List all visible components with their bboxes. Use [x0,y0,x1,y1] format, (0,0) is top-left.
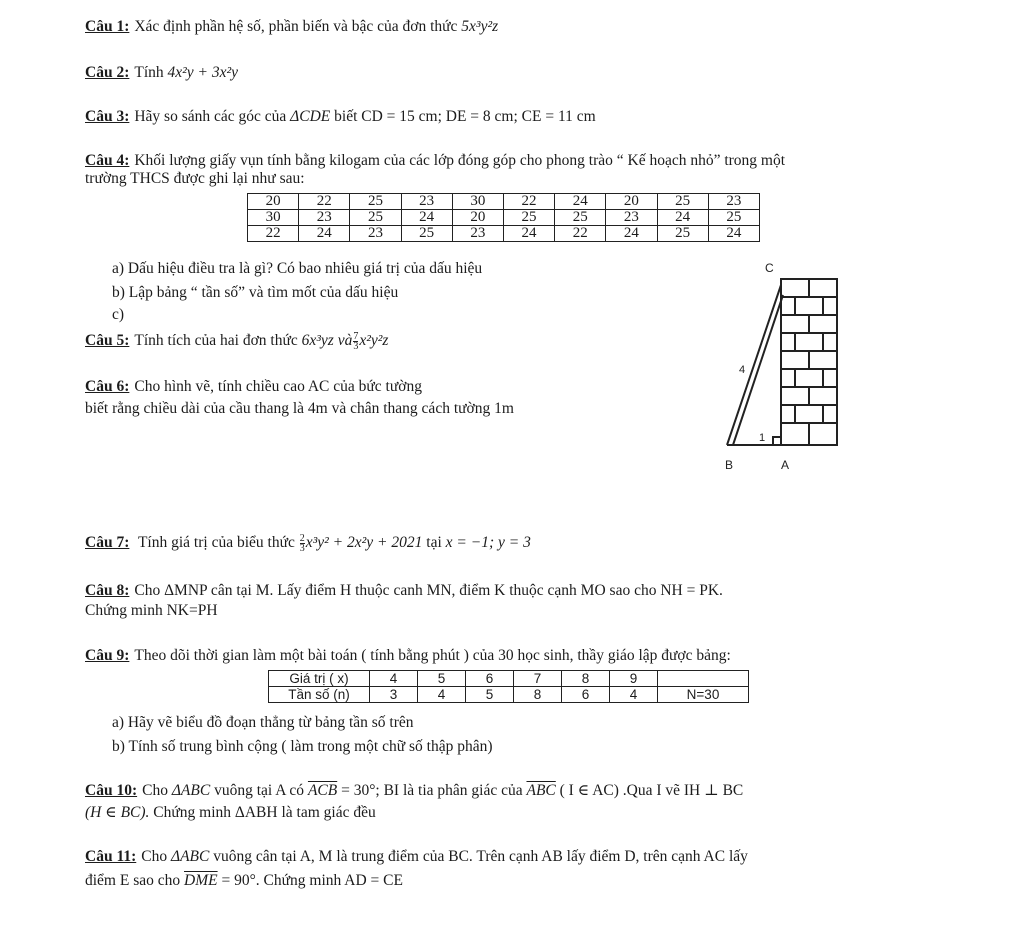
question-8 [85,582,723,600]
q4-table-cell: 30 [248,210,299,226]
question-2 [85,64,238,82]
q5-text: Tính tích của hai đơn thức [134,332,298,349]
q10-t2: vuông tại A có [214,782,305,799]
q11-line2b: = 90°. Chứng minh AD = CE [221,872,403,889]
q4-table-cell: 23 [299,210,350,226]
q9-table-cell: Tần số (n) [269,687,370,703]
q6-line1: Cho hình vẽ, tính chiều cao AC của bức tường [134,378,422,395]
q4-table-cell: 24 [401,210,452,226]
q11-line2a: điểm E sao cho [85,872,181,889]
q9-table-cell: 4 [418,687,466,703]
q9-table-cell: N=30 [658,687,749,703]
q5-fraction [353,332,358,351]
q4-table-cell: 23 [350,226,401,242]
q4-table-row [248,226,760,242]
q11-line2 [85,870,403,892]
q4-table-cell: 23 [401,194,452,210]
q6-label: Câu 6: [85,378,130,395]
q4-table-cell: 25 [657,194,708,210]
q10-angle1: $\overline{ACB}$ [307,782,338,799]
q5-frac-num: 7 [353,330,359,342]
q11-t2: vuông cân tại A, M là trung điểm của BC. Trên cạnh AB lấy điểm D, trên cạnh AC lấy [213,848,748,865]
q10-t3: = 30°; BI là tia phân giác của [341,782,523,799]
q5-frac-den: 3 [353,340,359,352]
label-b: B [725,458,734,472]
q9-table-cell: 8 [562,671,610,687]
q9-b: b) Tính số trung bình cộng ( làm trong một chữ số thập phân) [112,738,493,755]
q4-table-cell: 22 [503,194,554,210]
q9-frequency-table [268,670,749,703]
q4-table-cell: 24 [708,226,759,242]
q11-angle: $\overline{DME}$ [184,872,218,889]
q4-table-cell: 24 [555,194,606,210]
q4-table-cell: 22 [299,194,350,210]
q9-table-row [269,687,749,703]
q9-text: Theo dõi thời gian làm một bài toán ( tính bằng phút ) của 30 học sinh, thầy giáo lập được bảng: [134,647,731,664]
q4-table-cell: 22 [555,226,606,242]
q7-label: Câu 7: [85,534,130,551]
q9-a: a) Hãy vẽ biểu đồ đoạn thẳng từ bảng tần số trên [112,714,414,731]
q9-table-cell: 6 [562,687,610,703]
q4-table-cell: 22 [248,226,299,242]
q7-cond: x = −1; y = 3 [445,534,531,551]
q4-a: a) Dấu hiệu điều tra là gì? Có bao nhiêu giá trị của dấu hiệu [112,260,483,277]
question-1 [85,18,498,36]
question-10 [85,780,743,802]
q9-table-cell: 8 [514,687,562,703]
q10-line2 [85,804,376,822]
q9-table-cell: 6 [466,671,514,687]
ladder-wall-figure [715,255,855,480]
q7-at: tại [426,534,442,551]
q4-table-cell: 24 [606,226,657,242]
q5-label: Câu 5: [85,332,130,349]
q4-table-cell: 24 [657,210,708,226]
q9-table-cell: 4 [370,671,418,687]
q4-table-row [248,210,760,226]
q4-table-cell: 25 [657,226,708,242]
question-7 [85,532,531,554]
q9-table-cell: 5 [466,687,514,703]
q10-line2b: Chứng minh ΔABH là tam giác đều [153,804,376,821]
q2-text: Tính [134,64,164,81]
q1-label: Câu 1: [85,18,130,35]
q3-text: Hãy so sánh các góc của [134,108,287,125]
q11-label: Câu 11: [85,848,137,865]
q4-table-cell: 20 [248,194,299,210]
q11-t1: Cho [141,848,168,865]
q2-expr: 4x²y + 3x²y [167,64,239,81]
label-c: C [765,261,774,275]
q4-table-cell: 25 [401,226,452,242]
q10-t1: Cho [142,782,168,799]
q4-table-cell: 25 [350,210,401,226]
q4-data-table [247,193,760,242]
q10-triangle: ΔABC [171,782,211,799]
q4-table-cell: 24 [299,226,350,242]
q3-triangle: ΔCDE [290,108,331,125]
q9-table-cell [658,671,749,687]
q5-and: và [337,332,353,349]
q4-b: b) Lập bảng “ tần số” và tìm mốt của dấu hiệu [112,284,399,301]
q4-table-cell: 25 [503,210,554,226]
q9-table-cell: Giá trị ( x) [269,671,370,687]
q4-table-cell: 23 [708,194,759,210]
question-6 [85,378,422,396]
q4-table-cell: 23 [452,226,503,242]
q3-label: Câu 3: [85,108,130,125]
q5-expr2: x²y²z [359,332,389,349]
q4-line2: trường THCS được ghi lại như sau: [85,170,305,187]
q4-table-cell: 20 [452,210,503,226]
q4-table-cell: 23 [606,210,657,226]
q7-text: Tính giá trị của biểu thức [137,534,295,551]
q8-label: Câu 8: [85,582,130,599]
label-a: A [781,458,790,472]
q7-expr: x³y² + 2x²y + 2021 [305,534,423,551]
q4-table-cell: 30 [452,194,503,210]
q10-angle2: $\overline{ABC}$ [526,782,556,799]
q6-line2: biết rằng chiều dài của cầu thang là 4m và chân thang cách tường 1m [85,400,514,417]
q7-fraction [300,534,305,553]
q10-t4: ( I ∈ AC) .Qua I vẽ IH ⊥ BC [559,782,744,799]
q5-expr1: 6x³yz [301,332,334,349]
label-ladder-length: 4 [739,364,746,376]
q9-table-cell: 3 [370,687,418,703]
question-4 [85,152,785,170]
q9-table-cell: 9 [610,671,658,687]
q1-text: Xác định phần hệ số, phần biến và bậc của đơn thức [134,18,458,35]
q4-line1: Khối lượng giấy vụn tính bằng kilogam của các lớp đóng góp cho phong trào “ Kế hoạch nhỏ” trong một [134,152,786,169]
q4-table-cell: 25 [708,210,759,226]
q10-label: Câu 10: [85,782,138,799]
q4-c: c) [112,306,125,323]
q3-rest: biết CD = 15 cm; DE = 8 cm; CE = 11 cm [334,108,596,125]
q8-line1: Cho ΔMNP cân tại M. Lấy điểm H thuộc canh MN, điểm K thuộc cạnh MO sao cho NH = PK. [134,582,723,599]
q7-frac-num: 2 [299,532,305,544]
question-5 [85,330,388,352]
q4-table-cell: 24 [503,226,554,242]
q9-table-row [269,671,749,687]
q2-label: Câu 2: [85,64,130,81]
question-9 [85,647,731,665]
q4-table-row [248,194,760,210]
q1-expr: 5x³y²z [461,18,499,35]
q4-table-cell: 20 [606,194,657,210]
q4-label: Câu 4: [85,152,130,169]
question-11 [85,848,748,866]
q11-triangle: ΔABC [170,848,210,865]
question-3 [85,108,596,126]
q7-frac-den: 3 [299,542,305,554]
q4-table-cell: 25 [350,194,401,210]
q9-table-cell: 7 [514,671,562,687]
q9-table-cell: 4 [610,687,658,703]
q4-table-cell: 25 [555,210,606,226]
q9-label: Câu 9: [85,647,130,664]
q8-line2: Chứng minh NK=PH [85,602,218,619]
q9-table-cell: 5 [418,671,466,687]
label-base-length: 1 [759,432,766,444]
q10-line2a: (H ∈ BC). [85,804,150,821]
